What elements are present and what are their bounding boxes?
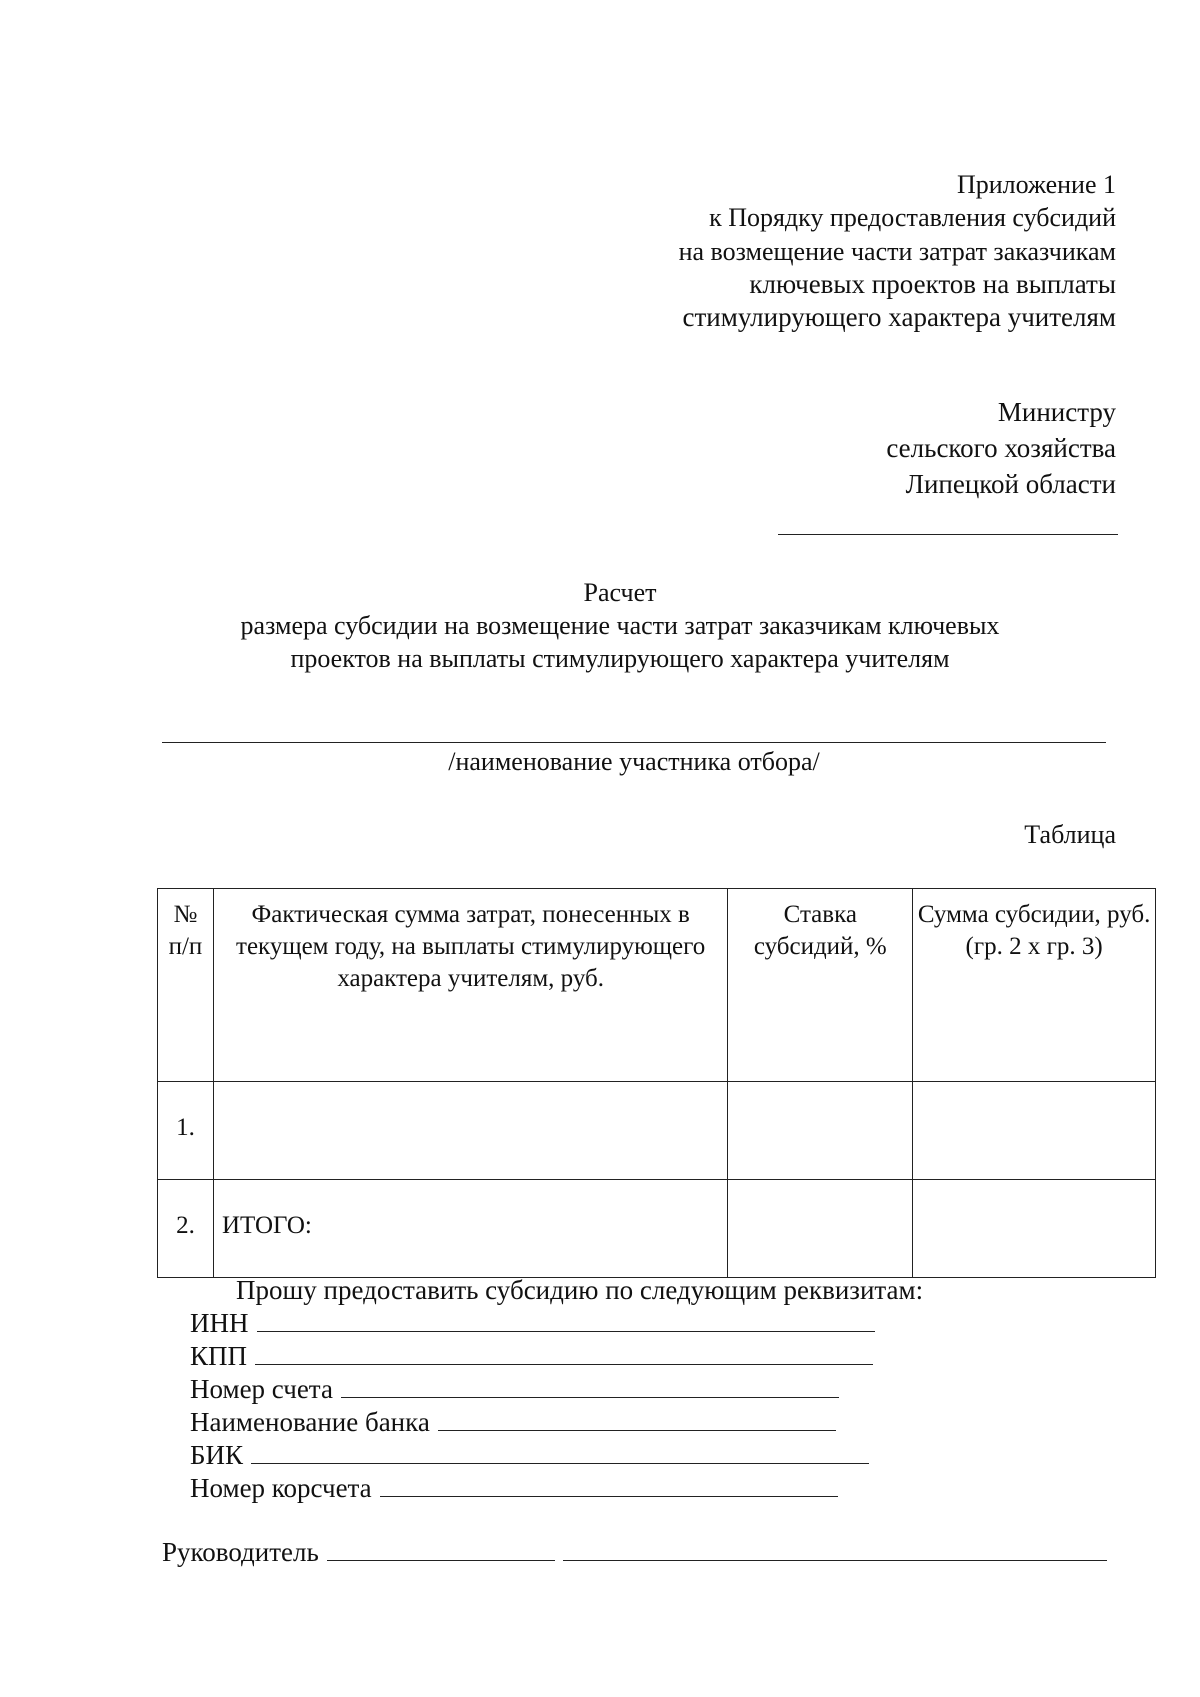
table-row-total — [158, 1180, 1156, 1278]
inn-blank-line[interactable] — [257, 1307, 875, 1332]
table-row — [158, 1082, 1156, 1180]
header-cell-number: № п/п — [158, 889, 214, 1082]
requisite-kpp — [190, 1340, 923, 1373]
appendix-header-line: на возмещение части затрат заказчикам — [678, 237, 1116, 266]
requisites-block — [190, 1274, 923, 1505]
bank-blank-line[interactable] — [438, 1406, 836, 1431]
header-cell-rate: Ставка субсидий, % — [728, 889, 913, 1082]
cell-subsidy-amount[interactable] — [913, 1180, 1156, 1278]
appendix-header-line: к Порядку предоставления субсидий — [709, 203, 1116, 232]
appendix-header-line: Приложение 1 — [956, 170, 1116, 199]
participant-caption: /наименование участника отбора/ — [448, 747, 820, 776]
subsidy-table — [157, 888, 1156, 1278]
header-cell-subsidy-amount: Сумма субсидии, руб. (гр. 2 х гр. 3) — [913, 889, 1156, 1082]
appendix-header-line: ключевых проектов на выплаты — [749, 269, 1116, 299]
title-line: проектов на выплаты стимулирующего характера учителям — [290, 644, 950, 673]
cell-total-label: ИТОГО: — [213, 1180, 727, 1278]
kpp-blank-line[interactable] — [255, 1340, 873, 1365]
row-number: 1. — [158, 1082, 214, 1180]
corr-account-blank-line[interactable] — [380, 1472, 838, 1497]
cell-rate[interactable] — [728, 1180, 913, 1278]
requisite-bank — [190, 1406, 923, 1439]
appendix-header — [679, 168, 1116, 334]
requisite-label: Номер счета — [190, 1374, 333, 1404]
requisite-account — [190, 1373, 923, 1406]
requisite-label: Наименование банка — [190, 1407, 430, 1437]
signature-row — [162, 1536, 1107, 1568]
title-line: размера субсидии на возмещение части затрат заказчикам ключевых — [240, 611, 1000, 640]
document-title — [200, 576, 1040, 675]
addressee-blank-line[interactable] — [778, 534, 1118, 535]
row-number: 2. — [158, 1180, 214, 1278]
requisite-label: ИНН — [190, 1308, 249, 1338]
addressee-line: сельского хозяйства — [886, 433, 1116, 463]
addressee-line: Министру — [997, 397, 1116, 427]
appendix-header-line: стимулирующего характера учителям — [682, 302, 1116, 332]
addressee-block — [886, 394, 1116, 502]
requisite-label: КПП — [190, 1341, 248, 1371]
header-cell-actual-costs: Фактическая сумма затрат, понесенных в текущем году, на выплаты стимулирующего характера учителям, руб. — [213, 889, 727, 1082]
signature-label: Руководитель — [162, 1537, 319, 1567]
account-blank-line[interactable] — [341, 1373, 839, 1398]
signature-blank-line[interactable] — [327, 1536, 555, 1561]
cell-actual-costs[interactable] — [213, 1082, 727, 1180]
requisite-label: Номер корсчета — [190, 1473, 372, 1503]
cell-subsidy-amount[interactable] — [913, 1082, 1156, 1180]
requisite-bik — [190, 1439, 923, 1472]
title-heading: Расчет — [583, 578, 657, 607]
requisite-label: БИК — [190, 1440, 244, 1470]
requisites-intro: Прошу предоставить субсидию по следующим реквизитам: — [236, 1275, 924, 1305]
requisite-inn — [190, 1307, 923, 1340]
addressee-line: Липецкой области — [905, 469, 1116, 499]
table-header-row — [158, 889, 1156, 1082]
signature-name-blank-line[interactable] — [563, 1536, 1107, 1561]
table-caption: Таблица — [1024, 820, 1116, 849]
requisite-corr-account — [190, 1472, 923, 1505]
bik-blank-line[interactable] — [251, 1439, 869, 1464]
cell-rate[interactable] — [728, 1082, 913, 1180]
participant-name-line[interactable] — [162, 742, 1106, 743]
